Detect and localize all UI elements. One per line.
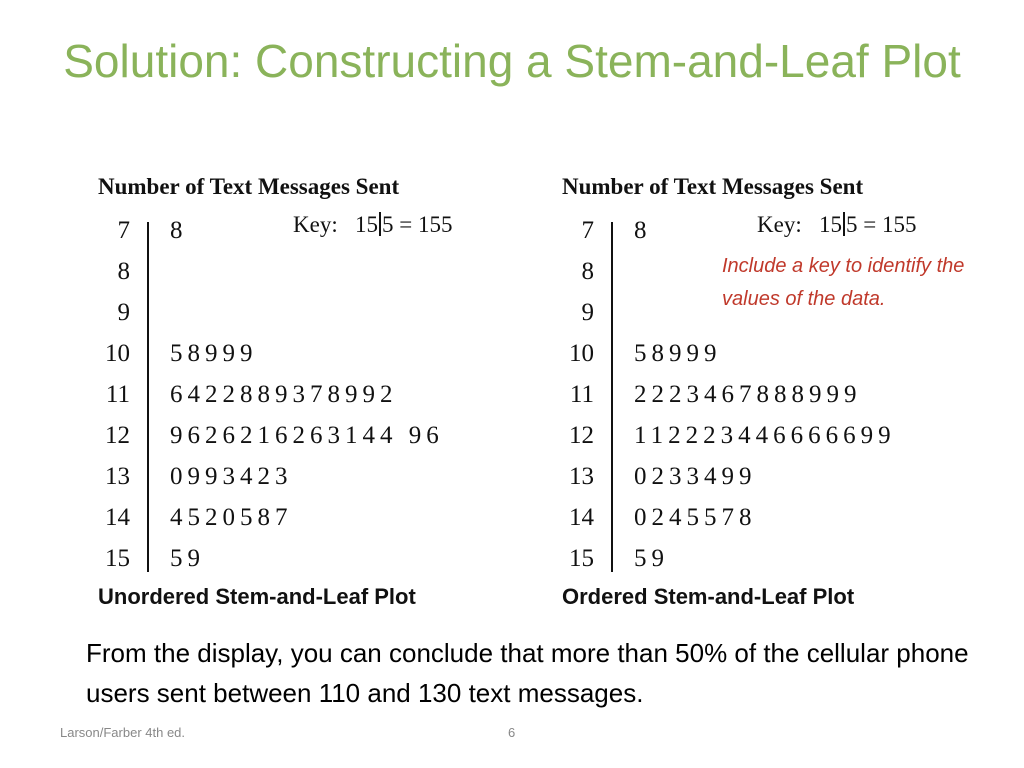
leaf-values: 8 (634, 217, 652, 244)
footer-credit: Larson/Farber 4th ed. (60, 725, 186, 740)
key-annotation: Include a key to identify the values of the data. (722, 255, 965, 310)
leaf-values: 4520587 (170, 504, 293, 531)
stem-value: 14 (105, 504, 130, 531)
stem-value: 15 (105, 545, 130, 572)
leaf-values: 9626216263144 96 (170, 422, 444, 449)
stem-value: 10 (105, 340, 130, 367)
leaf-values: 0233499 (634, 463, 757, 490)
leaf-values: 0245578 (634, 504, 757, 531)
plot-key (757, 212, 916, 238)
stem-value: 9 (117, 299, 130, 326)
leaf-values: 8 (170, 217, 188, 244)
stem-value: 11 (569, 381, 594, 408)
stem-value: 13 (105, 463, 130, 490)
slide-title: Solution: Constructing a Stem-and-Leaf Plot (63, 35, 961, 87)
leaf-values: 0993423 (170, 463, 293, 490)
plot-caption: Ordered Stem-and-Leaf Plot (562, 584, 855, 609)
key-value: 5 = 155 (381, 212, 453, 237)
leaf-values: 59 (170, 545, 205, 572)
leaf-values: 6422889378992 (170, 381, 398, 408)
key-divider (379, 212, 381, 236)
key-stem: 15 (818, 212, 842, 237)
stem-value: 7 (117, 217, 130, 244)
key-label: Key: (757, 212, 802, 237)
key-divider (843, 212, 845, 236)
unordered-stem-leaf-plot (98, 170, 518, 620)
plot-header: Number of Text Messages Sent (98, 174, 400, 199)
stem-value: 11 (105, 381, 130, 408)
stem-value: 12 (569, 422, 594, 449)
stem-value: 9 (581, 299, 594, 326)
leaf-values: 59 (634, 545, 669, 572)
leaf-values: 58999 (170, 340, 258, 367)
leaf-values: 112223446666699 (634, 422, 896, 449)
key-label: Key: (293, 212, 338, 237)
page-number: 6 (508, 725, 516, 740)
plot-header: Number of Text Messages Sent (562, 174, 864, 199)
plot-key (293, 212, 452, 238)
stem-value: 7 (581, 217, 594, 244)
leaf-values: 2223467888999 (634, 381, 862, 408)
stem-divider-line (147, 222, 149, 572)
ordered-stem-leaf-plot (562, 170, 982, 620)
plot-caption: Unordered Stem-and-Leaf Plot (98, 584, 416, 609)
stem-value: 13 (569, 463, 594, 490)
stem-value: 8 (581, 258, 594, 285)
stem-value: 10 (569, 340, 594, 367)
stem-value: 12 (105, 422, 130, 449)
stem-value: 8 (117, 258, 130, 285)
stem-value: 14 (569, 504, 594, 531)
conclusion-text: From the display, you can conclude that more than 50% of the cellular phone users sent between 110 and 130 text messages. (86, 638, 969, 708)
stem-divider-line (611, 222, 613, 572)
key-value: 5 = 155 (845, 212, 917, 237)
leaf-values: 58999 (634, 340, 722, 367)
key-stem: 15 (354, 212, 378, 237)
stem-value: 15 (569, 545, 594, 572)
